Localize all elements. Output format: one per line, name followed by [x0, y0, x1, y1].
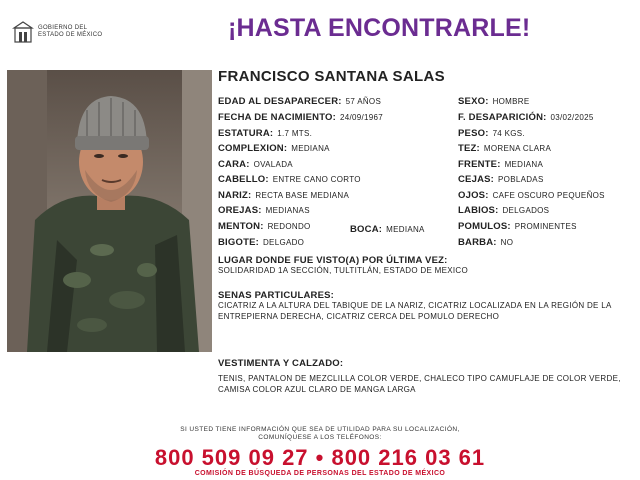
state-emblem-icon: [12, 20, 34, 44]
field-ojos: [458, 190, 605, 201]
page-headline: ¡HASTA ENCONTRARLE!: [228, 14, 531, 42]
field-pomulos: [458, 221, 577, 232]
complexion-value: MEDIANA: [291, 144, 330, 153]
last-seen-title: LUGAR DONDE FUE VISTO(A) POR ÚLTIMA VEZ:: [218, 255, 448, 266]
pomulos-value: PROMINENTES: [514, 222, 577, 231]
barba-value: NO: [500, 238, 514, 247]
field-complexion: [218, 143, 330, 154]
commission-name: COMISIÓN DE BÚSQUEDA DE PERSONAS DEL ESTADO DE MÉXICO: [194, 470, 446, 477]
orejas-label: OREJAS:: [218, 205, 262, 216]
field-bigote: [218, 237, 304, 248]
field-cabello: [218, 174, 361, 185]
sexo-value: HOMBRE: [492, 97, 530, 106]
menton-label: MENTON:: [218, 221, 264, 232]
frente-label: FRENTE:: [458, 159, 501, 170]
bigote-value: DELGADO: [262, 238, 305, 247]
cara-label: CARA:: [218, 159, 250, 170]
bigote-label: BIGOTE:: [218, 237, 259, 248]
clothing-title: VESTIMENTA Y CALZADO:: [218, 358, 344, 369]
field-nariz: [218, 190, 349, 201]
field-edad: [218, 96, 381, 107]
menton-value: REDONDO: [267, 222, 311, 231]
boca-value: MEDIANA: [386, 225, 425, 234]
cara-value: OVALADA: [253, 160, 293, 169]
field-cara: [218, 159, 293, 170]
field-barba: [458, 237, 513, 248]
field-menton: [218, 221, 311, 232]
edad-value: 57 AÑOS: [345, 97, 382, 106]
logo-line-2: ESTADO DE MÉXICO: [38, 32, 103, 38]
orejas-value: MEDIANAS: [265, 206, 310, 215]
ojos-value: CAFE OSCURO PEQUEÑOS: [492, 191, 605, 200]
nariz-value: RECTA BASE MEDIANA: [255, 191, 350, 200]
last-seen-text: SOLIDARIDAD 1A SECCIÓN, TULTITLÁN, ESTADO DE MEXICO: [218, 266, 469, 275]
edad-label: EDAD AL DESAPARECER:: [218, 96, 342, 107]
peso-value: 74 KGS.: [492, 129, 525, 138]
field-boca: [350, 224, 425, 235]
field-frente: [458, 159, 543, 170]
clothing-text: TENIS, PANTALON DE MEZCLILLA COLOR VERDE, CHALECO TIPO CAMUFLAJE DE COLOR VERDE, CAMISA COLOR AZUL CLARO DE MANGA LARGA: [218, 374, 621, 394]
tez-value: MORENA CLARA: [483, 144, 552, 153]
estatura-value: 1.7 MTS.: [277, 129, 313, 138]
contact-note-line-1: SI USTED TIENE INFORMACIÓN QUE SEA DE UTILIDAD PARA SU LOCALIZACIÓN,: [180, 426, 460, 433]
field-peso: [458, 128, 525, 139]
fdes-label: F. DESAPARICIÓN:: [458, 112, 547, 123]
field-tez: [458, 143, 551, 154]
field-fdes: [458, 112, 594, 123]
labios-label: LABIOS:: [458, 205, 499, 216]
cabello-label: CABELLO:: [218, 174, 269, 185]
barba-label: BARBA:: [458, 237, 497, 248]
field-orejas: [218, 205, 310, 216]
fdes-value: 03/02/2025: [550, 113, 594, 122]
cejas-value: POBLADAS: [498, 175, 544, 184]
labios-value: DELGADOS: [502, 206, 550, 215]
pomulos-label: POMULOS:: [458, 221, 511, 232]
fnac-value: 24/09/1967: [340, 113, 384, 122]
frente-value: MEDIANA: [504, 160, 544, 169]
field-fnac: [218, 112, 383, 123]
complexion-label: COMPLEXION:: [218, 143, 288, 154]
fnac-label: FECHA DE NACIMIENTO:: [218, 112, 336, 123]
estatura-label: ESTATURA:: [218, 128, 274, 139]
missing-person-photo: [7, 70, 212, 352]
tez-label: TEZ:: [458, 143, 480, 154]
field-estatura: [218, 128, 312, 139]
logo-line-1: GOBIERNO DEL: [38, 25, 88, 31]
field-labios: [458, 205, 549, 216]
contact-phone-numbers: 800 509 09 27 • 800 216 03 61: [154, 445, 486, 470]
ojos-label: OJOS:: [458, 190, 489, 201]
marks-text: CICATRIZ A LA ALTURA DEL TABIQUE DE LA NARIZ, CICATRIZ LOCALIZADA EN LA REGIÓN DE LA ENTREPIERNA DERECHA, CICATRIZ CERCA DEL POMULO DERECHO: [218, 301, 612, 321]
government-logo: [12, 20, 122, 48]
nariz-label: NARIZ:: [218, 190, 252, 201]
sexo-label: SEXO:: [458, 96, 489, 107]
peso-label: PESO:: [458, 128, 489, 139]
cabello-value: ENTRE CANO CORTO: [272, 175, 361, 184]
boca-label: BOCA:: [350, 224, 383, 235]
cejas-label: CEJAS:: [458, 174, 495, 185]
field-cejas: [458, 174, 544, 185]
contact-note-line-2: COMUNÍQUESE A LOS TELÉFONOS:: [258, 434, 382, 441]
person-name: FRANCISCO SANTANA SALAS: [218, 68, 445, 85]
marks-title: SENAS PARTICULARES:: [218, 290, 335, 301]
field-sexo: [458, 96, 529, 107]
